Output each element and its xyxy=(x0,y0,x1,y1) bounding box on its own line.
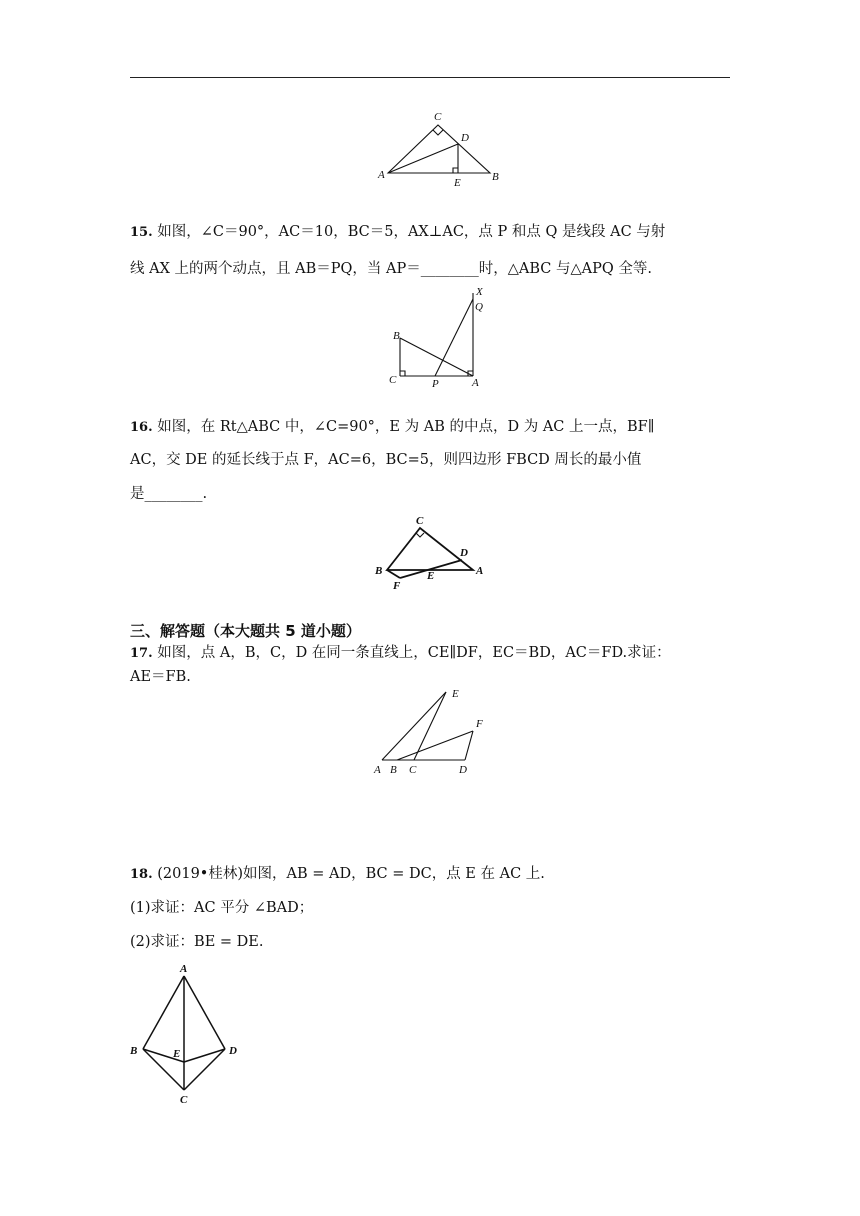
segment-ad xyxy=(388,144,458,173)
right-angle-mark-c xyxy=(400,371,405,376)
label-a: A xyxy=(180,963,188,975)
label-b: B xyxy=(393,330,400,342)
label-c: C xyxy=(434,111,442,123)
label-c: C xyxy=(389,374,397,386)
q18-part-2 xyxy=(130,933,730,951)
segment-pq xyxy=(435,299,473,376)
label-b: B xyxy=(130,1045,138,1057)
label-d: D xyxy=(229,1045,237,1057)
q17-line-1 xyxy=(130,644,730,663)
segment-ae xyxy=(382,692,446,760)
figure-q18 xyxy=(125,962,255,1107)
label-b: B xyxy=(390,764,397,776)
label-e: E xyxy=(427,570,435,582)
figure-q16 xyxy=(370,512,495,592)
label-d: D xyxy=(460,547,468,559)
label-a: A xyxy=(472,377,479,389)
segment-ab xyxy=(143,976,184,1049)
label-b: B xyxy=(492,171,499,183)
q18-part-1-text: (1)求证：AC 平分 ∠BAD； xyxy=(130,900,314,916)
q15-line-1 xyxy=(130,223,730,242)
q18-part-1 xyxy=(130,899,730,917)
label-a: A xyxy=(374,764,381,776)
label-f: F xyxy=(476,718,483,730)
label-q: Q xyxy=(475,301,483,313)
label-f: F xyxy=(393,580,401,592)
label-d: D xyxy=(461,132,469,144)
segment-ba xyxy=(400,338,473,376)
label-a: A xyxy=(476,565,484,577)
header-rule xyxy=(130,77,730,78)
label-e: E xyxy=(454,177,461,189)
right-angle-mark-c xyxy=(433,130,443,135)
q17-text-1: 如图，点 A，B，C，D 在同一条直线上，CE∥DF，EC＝BD，AC＝FD.求证： xyxy=(157,645,671,661)
label-e: E xyxy=(173,1048,181,1060)
q16-text-2: AC，交 DE 的延长线于点 F，AC=6，BC=5，则四边形 FBCD 周长的最小值 xyxy=(130,452,642,468)
right-angle-mark-e xyxy=(453,168,458,173)
q18-part-2-text: (2)求证：BE = DE. xyxy=(130,934,264,950)
triangle-abc xyxy=(388,125,490,173)
label-p: P xyxy=(432,378,439,390)
q16-number: 16. xyxy=(130,420,153,435)
label-b: B xyxy=(375,565,383,577)
label-x: X xyxy=(476,286,483,298)
segment-ce xyxy=(414,692,446,760)
q18-number: 18. xyxy=(130,867,153,882)
q15-text-2: 线 AX 上的两个动点，且 AB＝PQ，当 AP＝________时，△ABC 与△APQ 全等. xyxy=(130,261,652,277)
q15-text-1: 如图，∠C＝90°，AC＝10，BC＝5，AX⊥AC，点 P 和点 Q 是线段 AC 与射 xyxy=(157,224,666,240)
q16-line-3 xyxy=(130,485,730,503)
label-d: D xyxy=(459,764,467,776)
segment-bf xyxy=(397,731,473,760)
q17-text-2: AE＝FB. xyxy=(130,669,191,685)
label-c: C xyxy=(409,764,417,776)
label-e: E xyxy=(452,688,459,700)
q15-line-2 xyxy=(130,260,730,278)
q15-number: 15. xyxy=(130,225,153,240)
segment-bf xyxy=(387,570,400,578)
q17-number: 17. xyxy=(130,646,153,661)
label-a: A xyxy=(378,169,385,181)
q16-text-1: 如图，在 Rt△ABC 中，∠C=90°，E 为 AB 的中点，D 为 AC 上一点，BF∥ xyxy=(157,419,655,435)
segment-df xyxy=(465,731,473,760)
q16-line-2 xyxy=(130,451,730,469)
figure-triangle-ade xyxy=(370,108,510,190)
q16-line-1 xyxy=(130,418,730,437)
figure-q17 xyxy=(370,685,500,780)
segment-ad xyxy=(184,976,225,1049)
right-angle-mark-c xyxy=(416,533,424,537)
q18-text-1: (2019•桂林)如图，AB = AD，BC = DC，点 E 在 AC 上. xyxy=(157,866,545,882)
label-c: C xyxy=(416,515,424,527)
q17-line-2 xyxy=(130,668,730,686)
section-title: 三、解答题（本大题共 5 道小题） xyxy=(130,622,361,640)
q16-text-3: 是________. xyxy=(130,486,208,502)
label-c: C xyxy=(180,1094,188,1106)
figure-q15 xyxy=(385,283,495,391)
q18-line-1 xyxy=(130,865,730,884)
